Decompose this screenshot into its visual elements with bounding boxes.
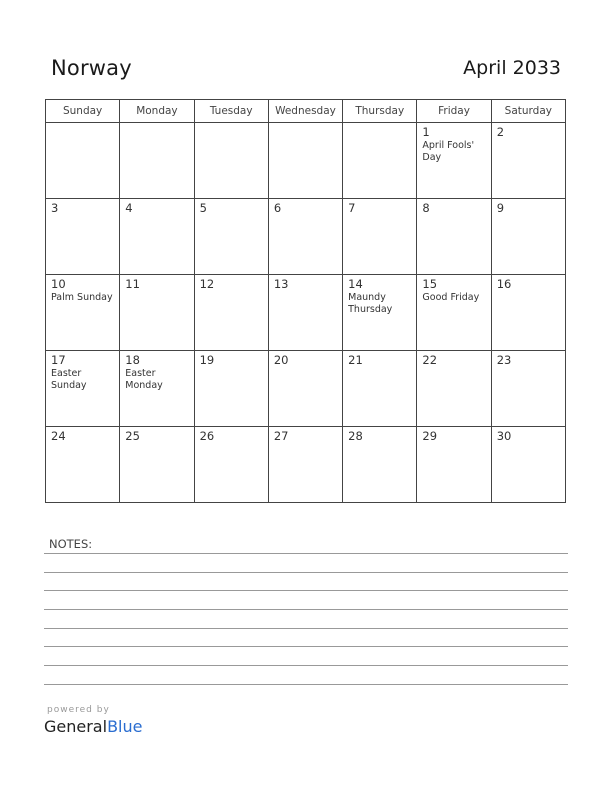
day-cell [417,351,491,427]
holiday-label: Easter Monday [125,368,163,391]
day-cell [343,199,417,275]
day-number: 9 [496,201,505,215]
day-cell [120,351,194,427]
logo-text-blue: Blue [107,717,143,736]
note-line [44,553,568,554]
day-cell [417,427,491,503]
day-number: 19 [199,353,215,367]
day-cell [491,427,565,503]
day-cell [120,275,194,351]
note-line [44,665,568,666]
day-number: 15 [422,277,438,291]
day-number: 11 [125,277,140,291]
weekday-header: Tuesday [194,100,268,123]
day-cell [491,351,565,427]
day-cell [194,199,268,275]
holiday-label: Maundy Thursday [348,292,393,315]
day-number: 26 [199,429,215,443]
holiday-label: April Fools' Day [422,140,475,163]
weekday-header: Monday [120,100,194,123]
day-number: 18 [125,353,140,367]
weekday-header: Saturday [491,100,565,123]
day-cell [194,123,268,199]
day-cell [417,199,491,275]
day-cell [46,199,120,275]
day-cell [343,351,417,427]
day-number: 14 [348,277,363,291]
day-number: 3 [51,201,59,215]
weekday-header: Friday [417,100,491,123]
day-number: 28 [348,429,363,443]
day-cell [491,199,565,275]
day-number: 22 [422,353,438,367]
day-number: 12 [199,277,215,291]
powered-by-text: powered by [47,705,110,715]
generalblue-logo [44,717,142,736]
week-row [46,199,566,275]
day-cell [491,123,565,199]
day-cell [268,275,342,351]
day-cell [120,427,194,503]
week-row [46,351,566,427]
day-number: 30 [496,429,512,443]
day-cell [491,275,565,351]
day-number: 21 [348,353,363,367]
day-cell [417,275,491,351]
calendar-grid [45,99,566,503]
day-cell [46,275,120,351]
day-number: 17 [51,353,66,367]
note-line [44,590,568,591]
weekday-header-row [46,100,566,123]
day-cell [194,351,268,427]
note-line [44,628,568,629]
day-number: 1 [422,125,430,139]
week-row [46,427,566,503]
day-cell [194,427,268,503]
day-number: 27 [273,429,289,443]
day-cell [268,199,342,275]
day-cell [343,427,417,503]
day-cell [343,275,417,351]
day-cell [268,427,342,503]
weekday-header: Thursday [343,100,417,123]
day-cell [120,123,194,199]
day-cell [268,351,342,427]
day-number: 2 [496,125,505,139]
day-number: 5 [199,201,207,215]
day-number: 6 [273,201,282,215]
note-line [44,609,568,610]
day-number: 7 [348,201,356,215]
day-cell [120,199,194,275]
day-number: 16 [496,277,512,291]
day-cell [417,123,491,199]
day-number: 25 [125,429,140,443]
day-cell [194,275,268,351]
logo-text-general: General [44,717,108,736]
week-row [46,275,566,351]
weekday-header: Sunday [46,100,120,123]
day-cell [343,123,417,199]
day-cell [46,123,120,199]
calendar-month-title: April 2033 [463,57,561,79]
calendar-country-title: Norway [51,56,132,80]
day-number: 4 [125,201,133,215]
day-number: 8 [422,201,430,215]
day-number: 13 [273,277,289,291]
day-number: 20 [273,353,289,367]
week-row [46,123,566,199]
note-line [44,572,568,573]
day-number: 23 [496,353,512,367]
holiday-label: Easter Sunday [51,368,87,391]
day-cell [268,123,342,199]
notes-label: NOTES: [49,537,93,551]
weekday-header: Wednesday [268,100,342,123]
day-number: 10 [51,277,66,291]
note-line [44,646,568,647]
day-number: 29 [422,429,438,443]
holiday-label: Good Friday [422,292,480,303]
holiday-label: Palm Sunday [51,292,113,303]
note-line [44,684,568,685]
day-cell [46,351,120,427]
day-cell [46,427,120,503]
day-number: 24 [51,429,66,443]
